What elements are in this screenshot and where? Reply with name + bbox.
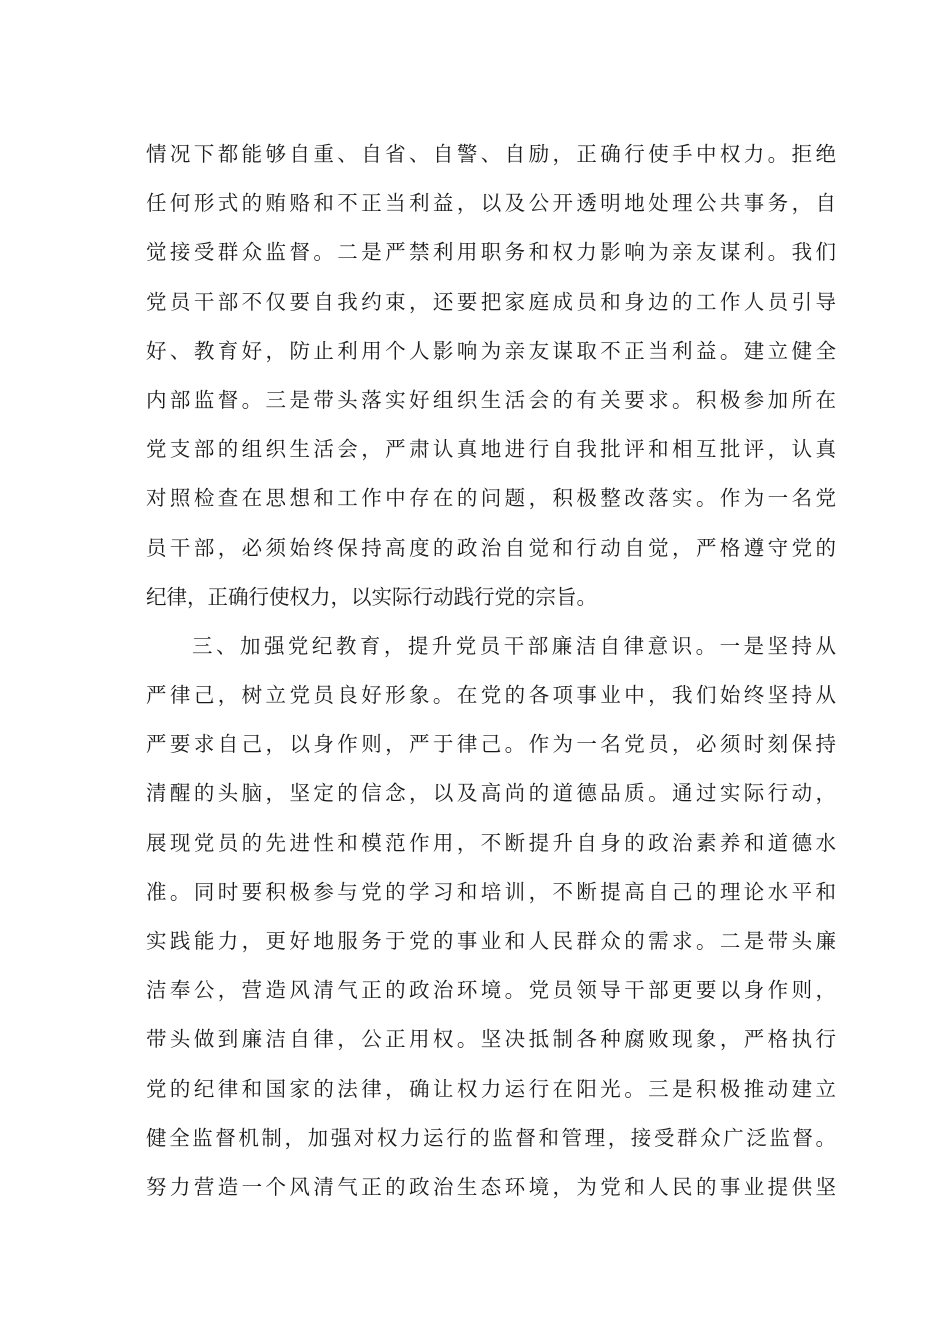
- text-line: 员干部，必须始终保持高度的政治自觉和行动自觉，严格遵守党的: [146, 535, 836, 560]
- text-line: 情况下都能够自重、自省、自警、自励，正确行使手中权力。拒绝: [146, 142, 836, 166]
- text-line: 纪律，正确行使权力，以实际行动践行党的宗旨。: [146, 584, 597, 609]
- text-line: 努力营造一个风清气正的政治生态环境，为党和人民的事业提供坚: [146, 1174, 836, 1199]
- text-line: 健全监督机制，加强对权力运行的监督和管理，接受群众广泛监督。: [146, 1125, 836, 1150]
- text-line: 内部监督。三是带头落实好组织生活会的有关要求。积极参加所在: [146, 387, 836, 412]
- text-line: 觉接受群众监督。二是严禁利用职务和权力影响为亲友谋利。我们: [146, 240, 836, 265]
- text-line: 任何形式的贿赂和不正当利益，以及公开透明地处理公共事务，自: [146, 191, 836, 216]
- text-line: 清醒的头脑，坚定的信念，以及高尚的道德品质。通过实际行动，: [146, 781, 836, 806]
- text-line: 展现党员的先进性和模范作用，不断提升自身的政治素养和道德水: [146, 830, 836, 855]
- text-line: 好、教育好，防止利用个人影响为亲友谋取不正当利益。建立健全: [146, 338, 836, 363]
- text-line: 洁奉公，营造风清气正的政治环境。党员领导干部更要以身作则，: [146, 978, 836, 1003]
- section-heading-line: 三、加强党纪教育，提升党员干部廉洁自律意识。一是坚持从: [192, 633, 836, 658]
- text-line: 党员干部不仅要自我约束，还要把家庭成员和身边的工作人员引导: [146, 289, 836, 314]
- body-text: [146, 130, 836, 1212]
- text-line: 党支部的组织生活会，严肃认真地进行自我批评和相互批评，认真: [146, 437, 836, 462]
- text-line: 对照检查在思想和工作中存在的问题，积极整改落实。作为一名党: [146, 486, 836, 511]
- text-line: 严律己，树立党员良好形象。在党的各项事业中，我们始终坚持从: [146, 683, 836, 708]
- text-line: 严要求自己，以身作则，严于律己。作为一名党员，必须时刻保持: [146, 732, 836, 757]
- text-line: 带头做到廉洁自律，公正用权。坚决抵制各种腐败现象，严格执行: [146, 1027, 836, 1052]
- text-line: 实践能力，更好地服务于党的事业和人民群众的需求。二是带头廉: [146, 929, 836, 953]
- text-line: 准。同时要积极参与党的学习和培训，不断提高自己的理论水平和: [146, 879, 836, 904]
- text-line: 党的纪律和国家的法律，确让权力运行在阳光。三是积极推动建立: [146, 1076, 836, 1101]
